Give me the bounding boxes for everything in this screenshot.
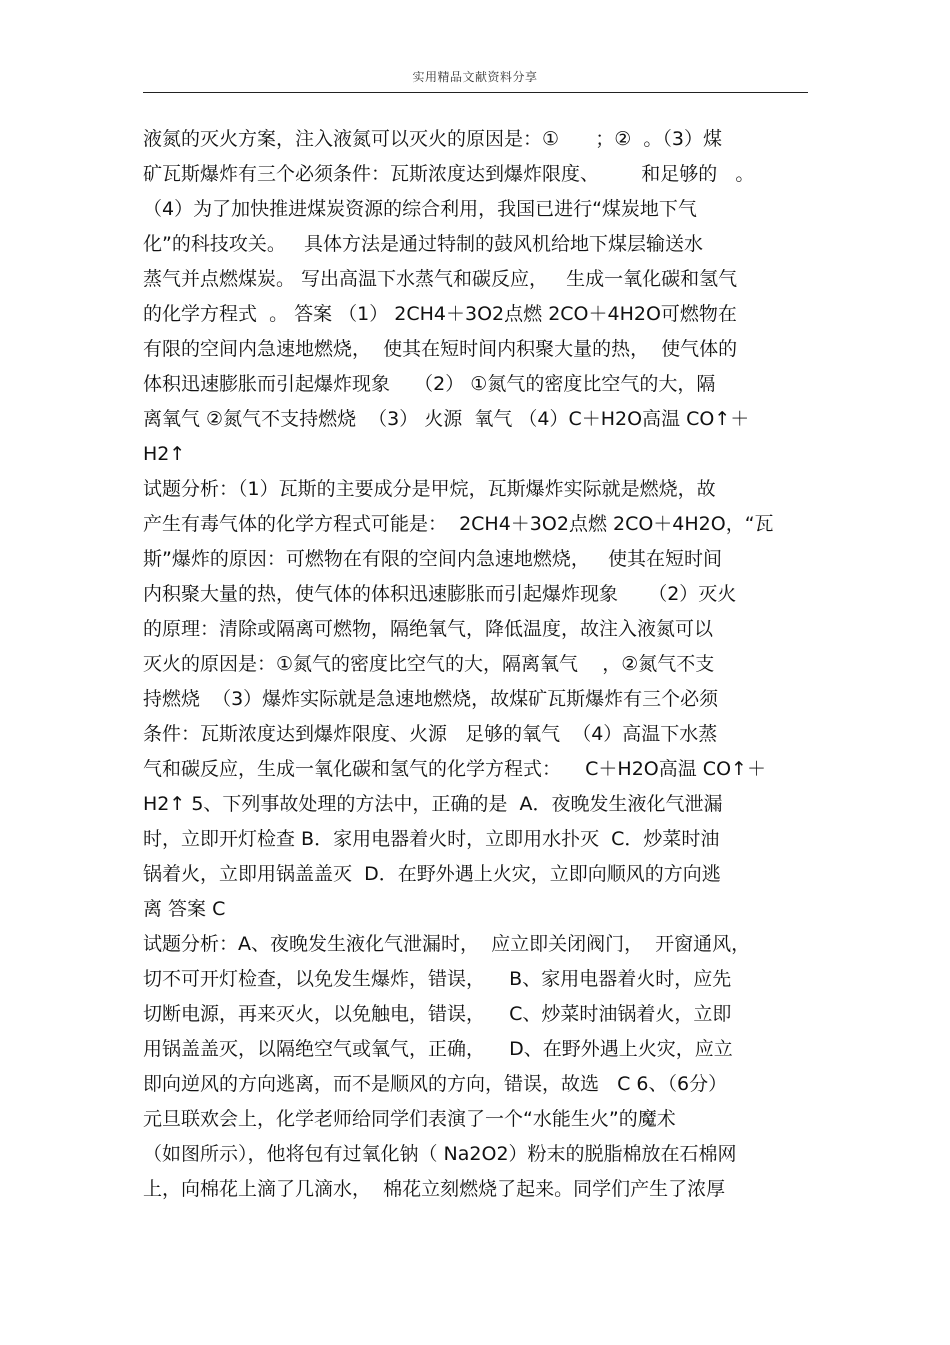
text-line: 元旦联欢会上，化学老师给同学们表演了一个“水能生火”的魔术 — [143, 1108, 676, 1130]
text-line: 试题分析：（1）瓦斯的主要成分是甲烷，瓦斯爆炸实际就是燃烧，故 — [143, 478, 716, 500]
text-line: 时，立即开灯检查 B．家用电器着火时，立即用水扑灭 C．炒菜时油 — [143, 828, 720, 850]
text-line: 用锅盖盖灭，以隔绝空气或氧气，正确， D、在野外遇上火灾，应立 — [143, 1038, 733, 1060]
text-line: H2↑ — [143, 443, 186, 465]
text-line: 即向逆风的方向逃离，而不是顺风的方向，错误，故选 C 6、（6分） — [143, 1073, 728, 1095]
text-line: 有限的空间内急速地燃烧， 使其在短时间内积聚大量的热， 使气体的 — [143, 338, 738, 360]
text-line: 离氧气 ②氮气不支持燃烧 （3） 火源 氧气 （4）C＋H2O高温 CO↑＋ — [143, 408, 750, 430]
text-line: 的原理：清除或隔离可燃物，隔绝氧气，降低温度，故注入液氮可以 — [143, 618, 714, 640]
text-line: 的化学方程式 。 答案 （1） 2CH4＋3O2点燃 2CO＋4H2O可燃物在 — [143, 303, 737, 325]
text-line: 矿瓦斯爆炸有三个必须条件：瓦斯浓度达到爆炸限度、 和足够的 。 — [143, 163, 755, 185]
text-line: H2↑ 5、下列事故处理的方法中，正确的是 A．夜晚发生液化气泄漏 — [143, 793, 723, 815]
header-divider — [143, 92, 808, 93]
text-line: 离 答案 C — [143, 898, 226, 920]
text-line: 斯”爆炸的原因：可燃物在有限的空间内急速地燃烧， 使其在短时间 — [143, 548, 722, 570]
page-header-title: 实用精品文献资料分享 — [412, 70, 538, 84]
text-line: 体积迅速膨胀而引起爆炸现象 （2） ①氮气的密度比空气的大，隔 — [143, 373, 716, 395]
text-line: 内积聚大量的热，使气体的体积迅速膨胀而引起爆炸现象 （2）灭火 — [143, 583, 737, 605]
text-line: 蒸气并点燃煤炭。 写出高温下水蒸气和碳反应， 生成一氧化碳和氢气 — [143, 268, 738, 290]
text-line: （4）为了加快推进煤炭资源的综合利用，我国已进行“煤炭地下气 — [143, 198, 697, 220]
text-line: 持燃烧 （3）爆炸实际就是急速地燃烧，故煤矿瓦斯爆炸有三个必须 — [143, 688, 719, 710]
text-line: 锅着火，立即用锅盖盖灭 D．在野外遇上火灾，立即向顺风的方向逃 — [143, 863, 721, 885]
text-line: 产生有毒气体的化学方程式可能是： 2CH4＋3O2点燃 2CO＋4H2O，“瓦 — [143, 513, 774, 535]
text-line: 上，向棉花上滴了几滴水， 棉花立刻燃烧了起来。同学们产生了浓厚 — [143, 1178, 726, 1200]
text-line: 切不可开灯检查，以免发生爆炸，错误， B、家用电器着火时，应先 — [143, 968, 732, 990]
document-body — [143, 122, 813, 1207]
text-line: 试题分析：A、夜晚发生液化气泄漏时， 应立即关闭阀门， 开窗通风， — [143, 933, 751, 955]
text-line: 液氮的灭火方案，注入液氮可以灭火的原因是：① ；② 。（3）煤 — [143, 128, 722, 150]
text-line: 气和碳反应，生成一氧化碳和氢气的化学方程式： C＋H2O高温 CO↑＋ — [143, 758, 766, 780]
text-line: 灭火的原因是：①氮气的密度比空气的大，隔离氧气 ，②氮气不支 — [143, 653, 715, 675]
text-line: 切断电源，再来灭火，以免触电，错误， C、炒菜时油锅着火，立即 — [143, 1003, 732, 1025]
text-line: （如图所示），他将包有过氧化钠（ Na2O2）粉末的脱脂棉放在石棉网 — [143, 1143, 737, 1165]
text-line: 条件：瓦斯浓度达到爆炸限度、火源 足够的氧气 （4）高温下水蒸 — [143, 723, 718, 745]
text-line: 化”的科技攻关。 具体方法是通过特制的鼓风机给地下煤层输送水 — [143, 233, 703, 255]
